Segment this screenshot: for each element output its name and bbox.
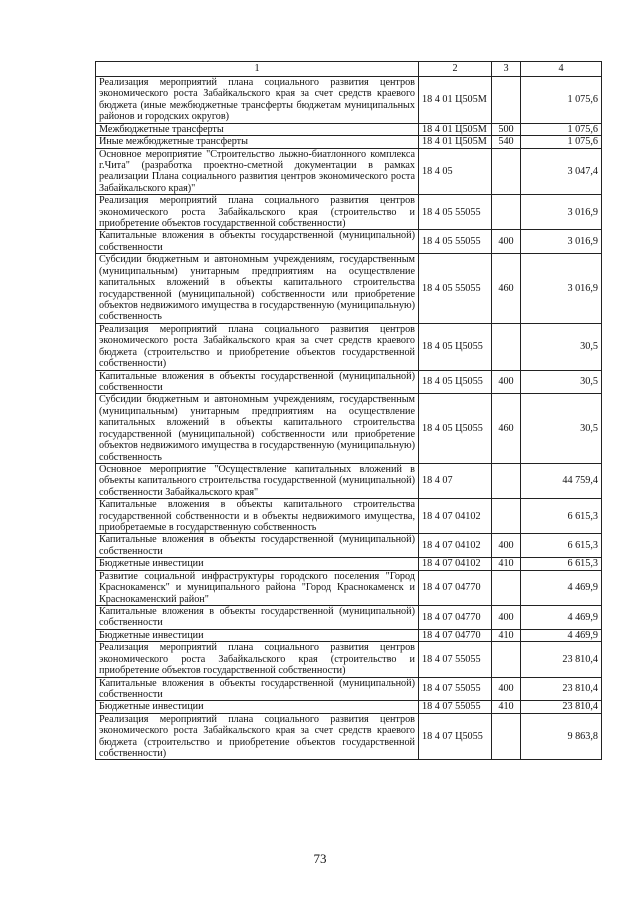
table-row xyxy=(96,605,602,629)
row-amount-cell: 6 615,3 xyxy=(521,534,602,558)
row-type-cell xyxy=(492,148,521,195)
table-row xyxy=(96,394,602,464)
row-amount-cell: 6 615,3 xyxy=(521,558,602,570)
row-amount-cell: 23 810,4 xyxy=(521,642,602,677)
row-code-cell: 18 4 05 55055 xyxy=(419,254,492,324)
table-row xyxy=(96,123,602,135)
row-code-cell: 18 4 07 04770 xyxy=(419,605,492,629)
row-amount-cell: 1 075,6 xyxy=(521,77,602,124)
row-name-cell: Капитальные вложения в объекты государственной (муниципальной) собственности xyxy=(96,370,419,394)
row-name-cell: Капитальные вложения в объекты государственной (муниципальной) собственности xyxy=(96,605,419,629)
row-code-cell: 18 4 07 55055 xyxy=(419,642,492,677)
row-code-cell: 18 4 07 55055 xyxy=(419,701,492,713)
row-type-cell: 410 xyxy=(492,701,521,713)
row-type-cell: 460 xyxy=(492,394,521,464)
row-name-cell: Основное мероприятие "Осуществление капитальных вложений в объекты капитального строительства государственной (муниципальной) собственности Забайкальского края" xyxy=(96,463,419,498)
row-name-cell: Реализация мероприятий плана социального развития центров экономического роста Забайкальского края за счет средств краевого бюджета (иные межбюджетные трансферты бюджетам муниципальных районов и городских округов) xyxy=(96,77,419,124)
table-row xyxy=(96,77,602,124)
row-code-cell: 18 4 07 04102 xyxy=(419,558,492,570)
row-type-cell: 410 xyxy=(492,629,521,641)
row-code-cell: 18 4 05 55055 xyxy=(419,195,492,230)
row-amount-cell: 4 469,9 xyxy=(521,629,602,641)
row-type-cell: 410 xyxy=(492,558,521,570)
row-name-cell: Иные межбюджетные трансферты xyxy=(96,136,419,148)
row-type-cell xyxy=(492,463,521,498)
table-row xyxy=(96,136,602,148)
row-code-cell: 18 4 05 Ц5055 xyxy=(419,323,492,370)
row-amount-cell: 3 047,4 xyxy=(521,148,602,195)
row-amount-cell: 23 810,4 xyxy=(521,677,602,701)
table-row xyxy=(96,195,602,230)
row-amount-cell: 30,5 xyxy=(521,323,602,370)
row-code-cell: 18 4 07 Ц5055 xyxy=(419,713,492,760)
row-amount-cell: 3 016,9 xyxy=(521,195,602,230)
table-row xyxy=(96,499,602,534)
page-number: 73 xyxy=(313,851,327,866)
row-code-cell: 18 4 01 Ц505М xyxy=(419,123,492,135)
row-code-cell: 18 4 07 xyxy=(419,463,492,498)
row-type-cell: 400 xyxy=(492,677,521,701)
row-name-cell: Реализация мероприятий плана социального развития центров экономического роста Забайкальского края за счет средств краевого бюджета (строительство и приобретение объектов государственной собственности) xyxy=(96,323,419,370)
table-row xyxy=(96,558,602,570)
row-amount-cell: 4 469,9 xyxy=(521,605,602,629)
table-row xyxy=(96,463,602,498)
table-row xyxy=(96,713,602,760)
row-type-cell xyxy=(492,499,521,534)
table-row xyxy=(96,677,602,701)
row-name-cell: Субсидии бюджетным и автономным учреждениям, государственным (муниципальным) унитарным предприятиям на осуществление капитальных вложений в объекты капитального строительства государственной (муниципальной) собственности или приобретение объектов недвижимого имущества в государственную (муниципальную) собственность xyxy=(96,394,419,464)
row-name-cell: Капитальные вложения в объекты государственной (муниципальной) собственности xyxy=(96,677,419,701)
row-amount-cell: 44 759,4 xyxy=(521,463,602,498)
row-name-cell: Межбюджетные трансферты xyxy=(96,123,419,135)
table-row xyxy=(96,370,602,394)
row-type-cell xyxy=(492,195,521,230)
row-amount-cell: 3 016,9 xyxy=(521,254,602,324)
row-name-cell: Реализация мероприятий плана социального развития центров экономического роста Забайкальского края за счет средств краевого бюджета (строительство и приобретение объектов государственной собственности) xyxy=(96,713,419,760)
row-type-cell xyxy=(492,323,521,370)
header-col-2: 2 xyxy=(419,62,492,77)
row-name-cell: Бюджетные инвестиции xyxy=(96,701,419,713)
row-name-cell: Капитальные вложения в объекты государственной (муниципальной) собственности xyxy=(96,230,419,254)
row-amount-cell: 1 075,6 xyxy=(521,136,602,148)
table-row xyxy=(96,323,602,370)
row-code-cell: 18 4 05 xyxy=(419,148,492,195)
row-type-cell: 500 xyxy=(492,123,521,135)
row-name-cell: Основное мероприятие "Строительство лыжно-биатлонного комплекса г.Чита" (разработка проектно-сметной документации в рамках реализации Плана социального развития центров экономического роста Забайкальского края)" xyxy=(96,148,419,195)
table-row xyxy=(96,230,602,254)
header-col-1: 1 xyxy=(96,62,419,77)
row-amount-cell: 9 863,8 xyxy=(521,713,602,760)
table-row xyxy=(96,254,602,324)
row-type-cell xyxy=(492,713,521,760)
row-name-cell: Бюджетные инвестиции xyxy=(96,558,419,570)
row-code-cell: 18 4 07 55055 xyxy=(419,677,492,701)
row-name-cell: Бюджетные инвестиции xyxy=(96,629,419,641)
budget-table xyxy=(95,61,602,760)
table-row xyxy=(96,148,602,195)
row-name-cell: Субсидии бюджетным и автономным учреждениям, государственным (муниципальным) унитарным предприятиям на осуществление капитальных вложений в объекты капитального строительства государственной (муниципальной) собственности или приобретение объектов недвижимого имущества в государственную (муниципальную) собственность xyxy=(96,254,419,324)
table-header-row xyxy=(96,62,602,77)
row-code-cell: 18 4 01 Ц505М xyxy=(419,136,492,148)
row-code-cell: 18 4 07 04102 xyxy=(419,534,492,558)
row-type-cell: 540 xyxy=(492,136,521,148)
row-type-cell: 400 xyxy=(492,534,521,558)
header-col-3: 3 xyxy=(492,62,521,77)
row-type-cell xyxy=(492,570,521,605)
row-type-cell: 460 xyxy=(492,254,521,324)
row-amount-cell: 4 469,9 xyxy=(521,570,602,605)
row-amount-cell: 23 810,4 xyxy=(521,701,602,713)
row-type-cell: 400 xyxy=(492,605,521,629)
row-name-cell: Реализация мероприятий плана социального развития центров экономического роста Забайкальского края (строительство и приобретение объектов государственной собственности) xyxy=(96,195,419,230)
row-amount-cell: 3 016,9 xyxy=(521,230,602,254)
row-amount-cell: 30,5 xyxy=(521,370,602,394)
row-code-cell: 18 4 07 04770 xyxy=(419,570,492,605)
row-name-cell: Капитальные вложения в объекты капитального строительства государственной собственности и в объекты недвижимого имущества, приобретаемые в государственную собственность xyxy=(96,499,419,534)
row-type-cell xyxy=(492,77,521,124)
row-amount-cell: 6 615,3 xyxy=(521,499,602,534)
table-row xyxy=(96,534,602,558)
row-type-cell: 400 xyxy=(492,230,521,254)
table-body xyxy=(96,77,602,760)
row-amount-cell: 1 075,6 xyxy=(521,123,602,135)
table-row xyxy=(96,570,602,605)
row-type-cell: 400 xyxy=(492,370,521,394)
row-type-cell xyxy=(492,642,521,677)
row-code-cell: 18 4 05 55055 xyxy=(419,230,492,254)
row-code-cell: 18 4 01 Ц505М xyxy=(419,77,492,124)
row-amount-cell: 30,5 xyxy=(521,394,602,464)
table-row xyxy=(96,642,602,677)
row-code-cell: 18 4 05 Ц5055 xyxy=(419,394,492,464)
row-name-cell: Реализация мероприятий плана социального развития центров экономического роста Забайкальского края (строительство и приобретение объектов государственной собственности) xyxy=(96,642,419,677)
row-name-cell: Развитие социальной инфраструктуры городского поселения "Город Краснокаменск" и муниципального района "Город Краснокаменск и Краснокаменский район" xyxy=(96,570,419,605)
row-code-cell: 18 4 07 04770 xyxy=(419,629,492,641)
row-code-cell: 18 4 07 04102 xyxy=(419,499,492,534)
table-row xyxy=(96,701,602,713)
row-code-cell: 18 4 05 Ц5055 xyxy=(419,370,492,394)
row-name-cell: Капитальные вложения в объекты государственной (муниципальной) собственности xyxy=(96,534,419,558)
header-col-4: 4 xyxy=(521,62,602,77)
table-row xyxy=(96,629,602,641)
